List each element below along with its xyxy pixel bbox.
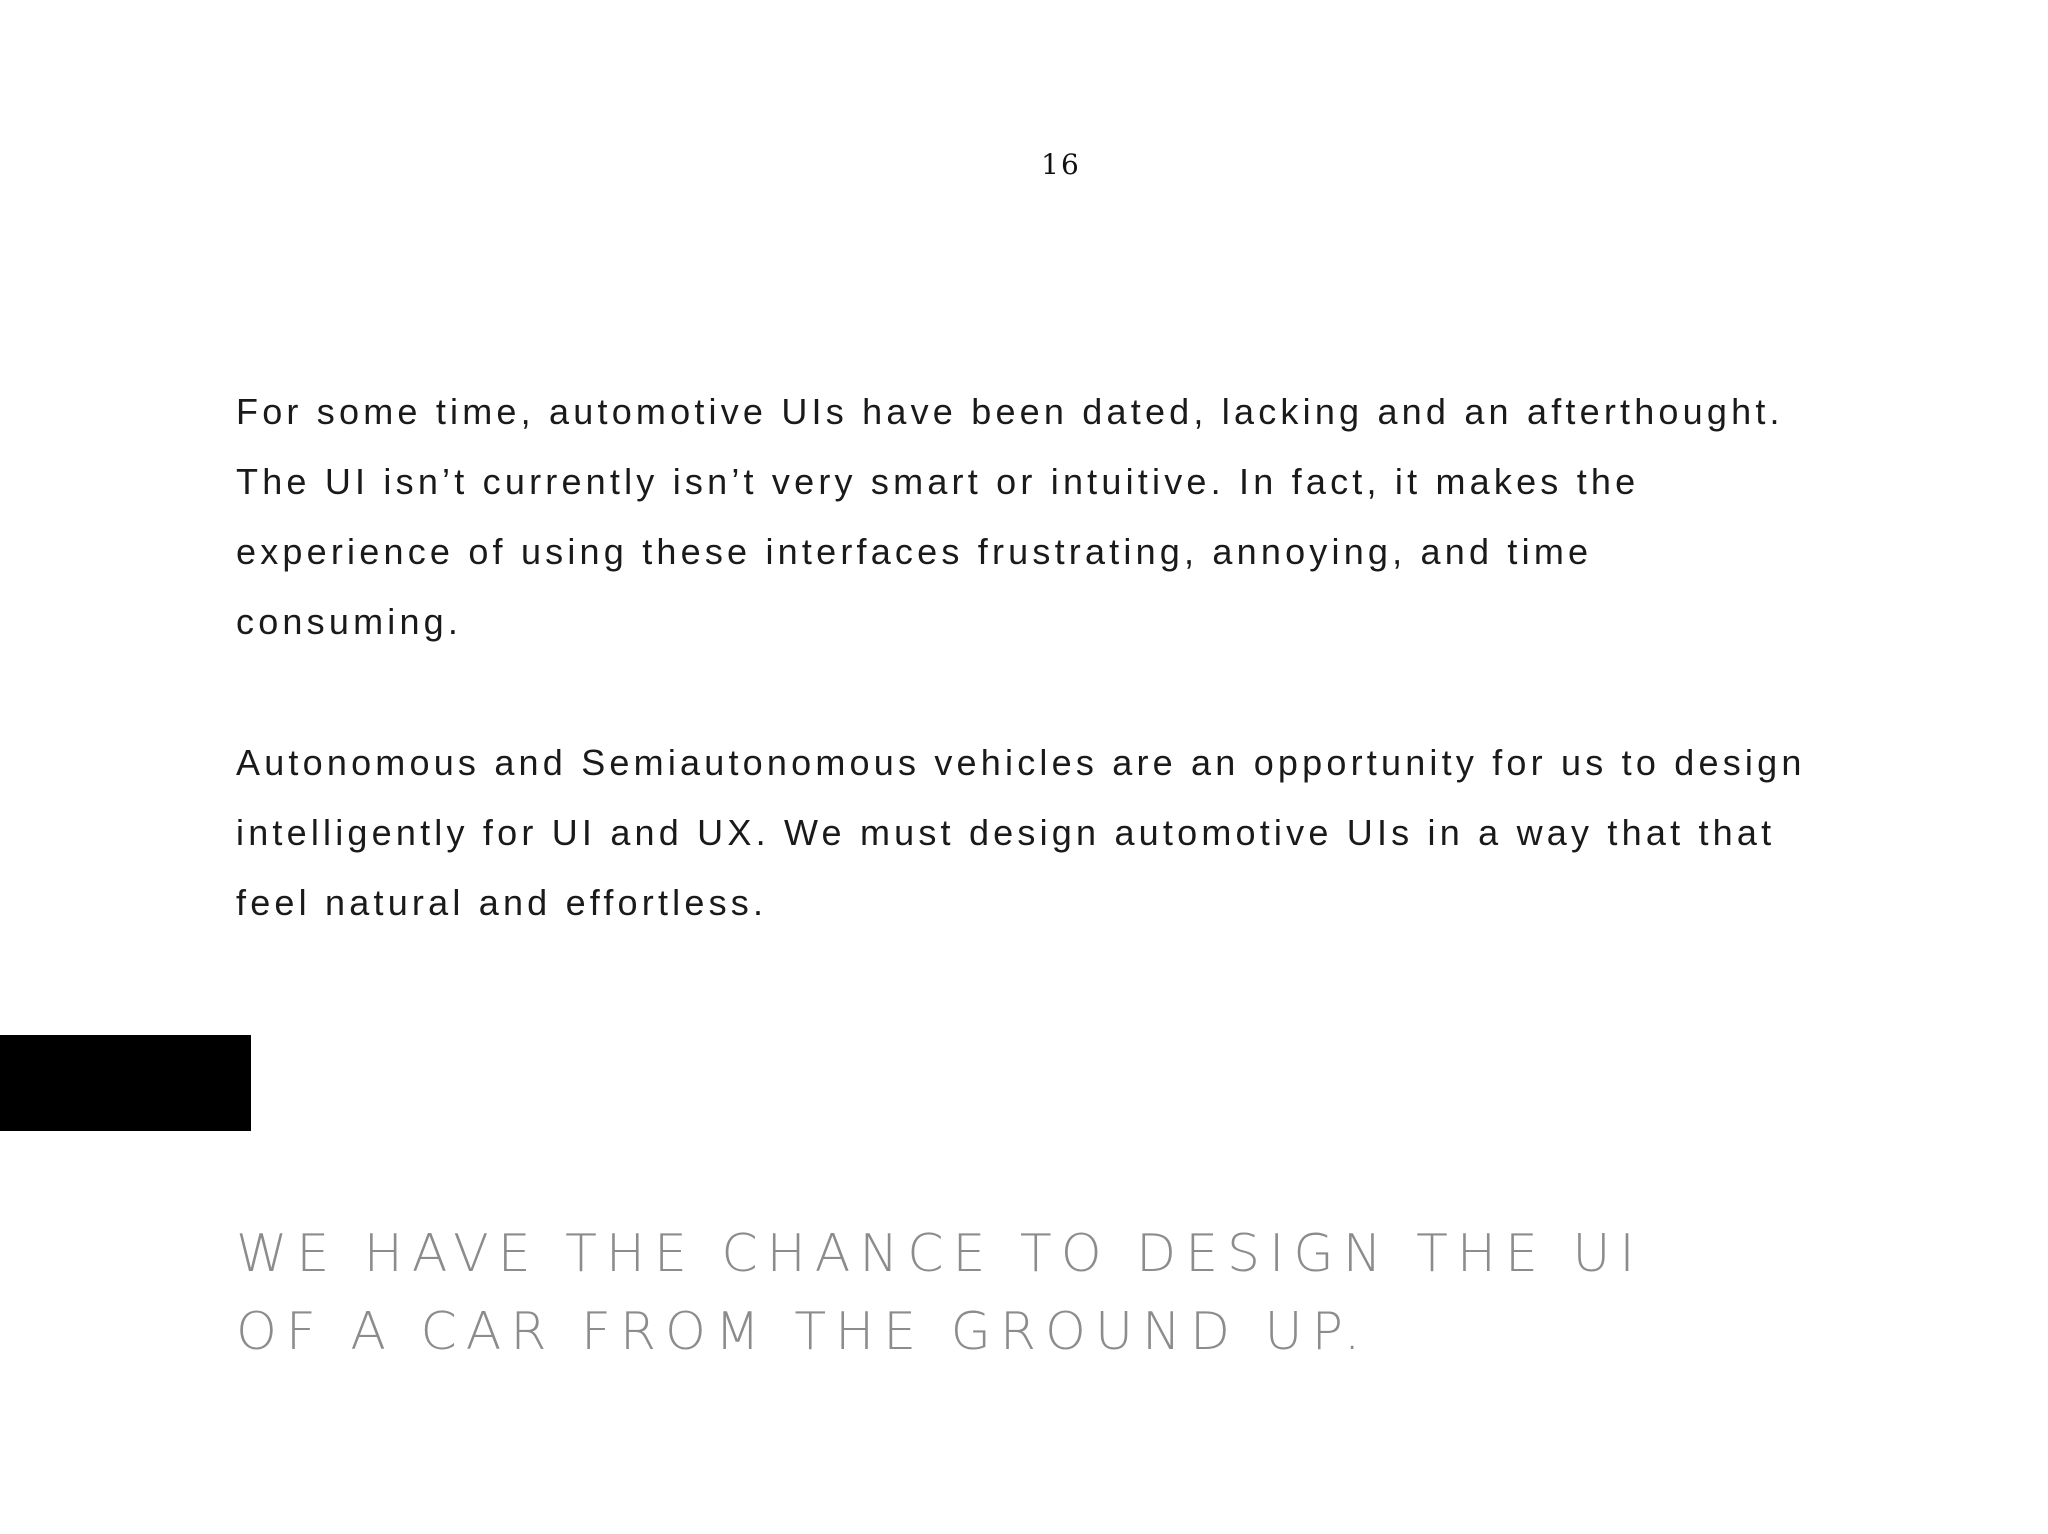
decorative-black-block	[0, 1035, 251, 1131]
headline-quote	[236, 1215, 1936, 1371]
headline-line: WE HAVE THE CHANCE TO DESIGN THE UI	[236, 1224, 1644, 1284]
paragraph-line: experience of using these interfaces frustrating, annoying, and time	[236, 531, 1593, 572]
paragraph-line: Autonomous and Semiautonomous vehicles are an opportunity for us to design	[236, 742, 1806, 783]
paragraph-line: intelligently for UI and UX. We must design automotive UIs in a way that that	[236, 812, 1776, 853]
paragraph-line: consuming.	[236, 601, 463, 642]
paragraph-line: For some time, automotive UIs have been dated, lacking and an afterthought.	[236, 391, 1784, 432]
paragraph-line: feel natural and effortless.	[236, 882, 768, 923]
page-number: 16	[1041, 148, 1081, 181]
intro-paragraph	[236, 377, 1876, 657]
headline-line: OF A CAR FROM THE GROUND UP.	[236, 1302, 1370, 1362]
paragraph-line: The UI isn’t currently isn’t very smart or intuitive. In fact, it makes the	[236, 461, 1640, 502]
opportunity-paragraph	[236, 728, 1876, 938]
